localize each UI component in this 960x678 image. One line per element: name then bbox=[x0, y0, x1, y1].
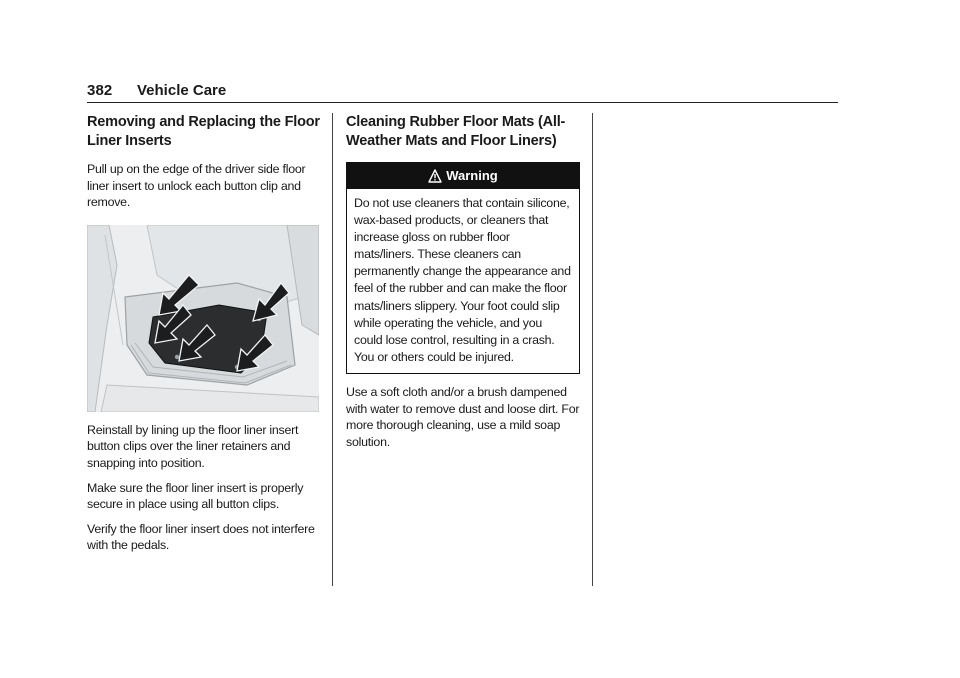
section-title: Vehicle Care bbox=[137, 82, 227, 99]
column-divider bbox=[592, 113, 593, 586]
secure-paragraph: Make sure the floor liner insert is properly secure in place using all button clips. bbox=[87, 480, 304, 512]
pedals-paragraph: Verify the floor liner insert does not interfere with the pedals. bbox=[87, 521, 315, 553]
warning-text: Do not use cleaners that contain silicone, wax-based products, or cleaners that increase gloss on rubber floor mats/liners. These cleaners can permanently change the appearance and feel of the rubber and can make the floor mats/liners slippery. Your foot could slip while operating the vehicle, and you could lose control, resulting in a crash. You or others could be injured. bbox=[354, 196, 571, 364]
floor-liner-heading: Removing and Replacing the Floor Liner Inserts bbox=[87, 114, 320, 149]
floor-liner-illustration bbox=[87, 225, 319, 412]
warning-triangle-icon bbox=[428, 166, 442, 192]
floor-liner-drawing bbox=[87, 225, 319, 412]
right-column bbox=[346, 113, 580, 450]
cleaning-paragraph: Use a soft cloth and/or a brush dampened with water to remove dust and loose dirt. For more thorough cleaning, use a mild soap solution. bbox=[346, 384, 580, 449]
intro-paragraph: Pull up on the edge of the driver side floor liner insert to unlock each button clip and remove. bbox=[87, 162, 306, 210]
reinstall-paragraph: Reinstall by lining up the floor liner insert button clips over the liner retainers and snapping into position. bbox=[87, 422, 299, 470]
warning-header bbox=[347, 163, 579, 189]
warning-title: Warning bbox=[446, 168, 498, 183]
warning-box bbox=[346, 162, 580, 374]
page-header bbox=[87, 80, 838, 103]
warning-body bbox=[347, 189, 579, 373]
page-number: 382 bbox=[87, 82, 113, 99]
left-column bbox=[87, 113, 321, 554]
cleaning-mats-heading: Cleaning Rubber Floor Mats (All-Weather Mats and Floor Liners) bbox=[346, 114, 566, 149]
column-divider bbox=[332, 113, 333, 586]
